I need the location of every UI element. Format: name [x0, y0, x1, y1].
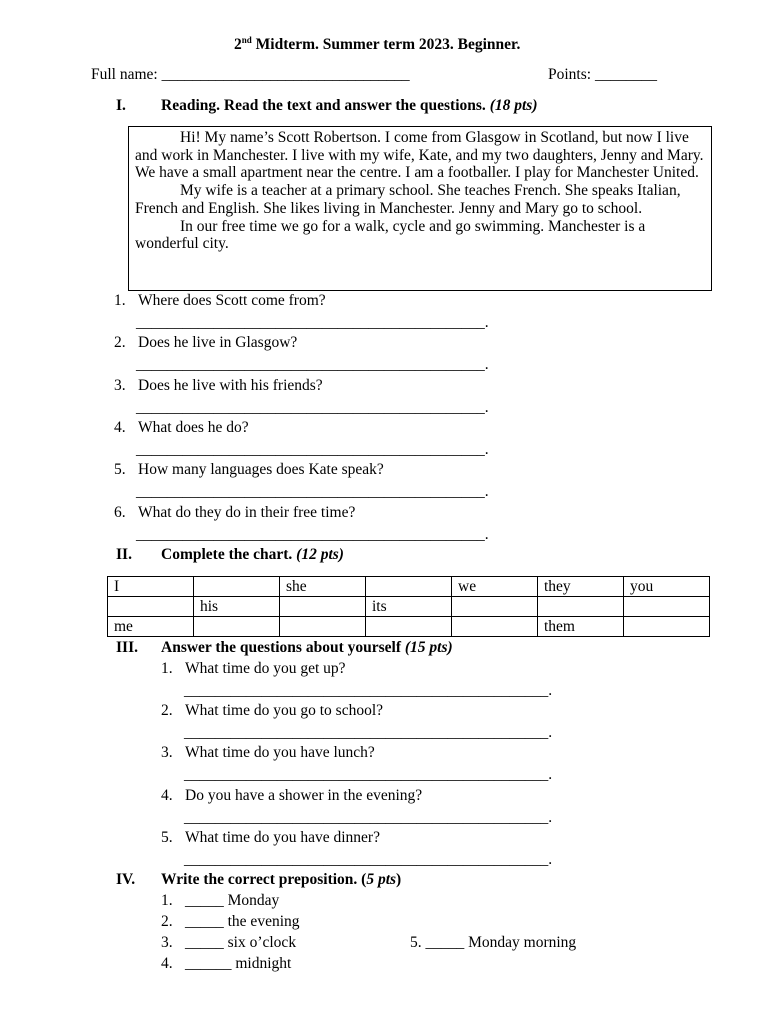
s4-item4-text[interactable]: ______ midnight [185, 955, 292, 972]
s3-q1-text: What time do you get up? [185, 660, 346, 677]
s4-item2-number: 2. [161, 913, 173, 930]
chart-cell[interactable]: them [538, 617, 624, 637]
reading-paragraph: Hi! My name’s Scott Robertson. I come from Glasgow in Scotland, but now I live and work in Manchester. I live with my wife, Kate, and my two daughters, Jenny and Mary. We have a small apartment near the centre. I am a footballer. I play for Manchester United. [135, 129, 704, 182]
section1-numeral: I. [116, 97, 126, 114]
section3-heading: Answer the questions about yourself (15 pts) [161, 639, 453, 656]
s4-item3-number: 3. [161, 934, 173, 951]
q1-number: 1. [114, 292, 126, 309]
s3-q1-number: 1. [161, 660, 173, 677]
chart-cell[interactable] [280, 617, 366, 637]
s4-item1-number: 1. [161, 892, 173, 909]
q2-answer-line[interactable]: _____________________________________________. [136, 356, 489, 373]
chart-cell[interactable] [108, 597, 194, 617]
chart-row [108, 577, 710, 597]
section4-numeral: IV. [116, 871, 136, 888]
points-field[interactable]: Points: ________ [548, 66, 657, 83]
chart-cell[interactable]: I [108, 577, 194, 597]
s3-q1-answer-line[interactable]: _______________________________________________. [184, 682, 553, 699]
chart-cell[interactable] [624, 617, 710, 637]
q5-number: 5. [114, 461, 126, 478]
q5-text: How many languages does Kate speak? [138, 461, 384, 478]
s3-q4-answer-line[interactable]: _______________________________________________. [184, 809, 553, 826]
section2-numeral: II. [116, 546, 132, 563]
q3-text: Does he live with his friends? [138, 377, 323, 394]
q2-number: 2. [114, 334, 126, 351]
section3-numeral: III. [116, 639, 138, 656]
s3-q2-text: What time do you go to school? [185, 702, 384, 719]
section4-heading: Write the correct preposition. (5 pts) [161, 871, 402, 888]
s3-q5-answer-line[interactable]: _______________________________________________. [184, 851, 553, 868]
q6-answer-line[interactable]: _____________________________________________. [136, 526, 489, 543]
chart-cell[interactable] [194, 577, 280, 597]
chart-row [108, 617, 710, 637]
s3-q3-text: What time do you have lunch? [185, 744, 375, 761]
chart-cell[interactable] [452, 597, 538, 617]
q3-number: 3. [114, 377, 126, 394]
s3-q4-number: 4. [161, 787, 173, 804]
s4-item2-text[interactable]: _____ the evening [185, 913, 300, 930]
s3-q5-number: 5. [161, 829, 173, 846]
chart-cell[interactable]: you [624, 577, 710, 597]
q1-answer-line[interactable]: _____________________________________________. [136, 314, 489, 331]
chart-row [108, 597, 710, 617]
chart-cell[interactable]: his [194, 597, 280, 617]
page-title: 2nd Midterm. Summer term 2023. Beginner. [234, 35, 521, 53]
s3-q3-number: 3. [161, 744, 173, 761]
chart-cell[interactable]: me [108, 617, 194, 637]
q4-answer-line[interactable]: _____________________________________________. [136, 441, 489, 458]
s3-q4-text: Do you have a shower in the evening? [185, 787, 423, 804]
q3-answer-line[interactable]: _____________________________________________. [136, 399, 489, 416]
pronoun-chart [107, 576, 710, 637]
s3-q3-answer-line[interactable]: _______________________________________________. [184, 766, 553, 783]
q5-answer-line[interactable]: _____________________________________________. [136, 483, 489, 500]
reading-paragraph: In our free time we go for a walk, cycle and go swimming. Manchester is a wonderful city. [135, 217, 646, 253]
q6-number: 6. [114, 504, 126, 521]
q2-text: Does he live in Glasgow? [138, 334, 298, 351]
q4-text: What does he do? [138, 419, 249, 436]
q4-number: 4. [114, 419, 126, 436]
chart-cell[interactable]: she [280, 577, 366, 597]
chart-cell[interactable] [538, 597, 624, 617]
section2-heading: Complete the chart. (12 pts) [161, 546, 344, 563]
q1-text: Where does Scott come from? [138, 292, 326, 309]
section1-heading: Reading. Read the text and answer the questions. (18 pts) [161, 97, 538, 114]
s3-q5-text: What time do you have dinner? [185, 829, 380, 846]
chart-cell[interactable] [280, 597, 366, 617]
full-name-field[interactable]: Full name: ________________________________ [91, 66, 410, 83]
chart-cell[interactable] [624, 597, 710, 617]
s3-q2-answer-line[interactable]: _______________________________________________. [184, 724, 553, 741]
chart-cell[interactable] [452, 617, 538, 637]
s4-item3-text[interactable]: _____ six o’clock [185, 934, 297, 951]
chart-cell[interactable]: they [538, 577, 624, 597]
reading-text-box [128, 126, 712, 291]
s4-item1-text[interactable]: _____ Monday [185, 892, 280, 909]
q6-text: What do they do in their free time? [138, 504, 356, 521]
s4-item4-number: 4. [161, 955, 173, 972]
s3-q2-number: 2. [161, 702, 173, 719]
reading-paragraph: My wife is a teacher at a primary school. She teaches French. She speaks Italian, French and English. She likes living in Manchester. Jenny and Mary go to school. [135, 182, 681, 217]
chart-cell[interactable] [366, 617, 452, 637]
s4-item5-text[interactable]: 5. _____ Monday morning [410, 934, 577, 951]
chart-cell[interactable] [366, 577, 452, 597]
chart-cell[interactable] [194, 617, 280, 637]
chart-cell[interactable]: its [366, 597, 452, 617]
chart-cell[interactable]: we [452, 577, 538, 597]
